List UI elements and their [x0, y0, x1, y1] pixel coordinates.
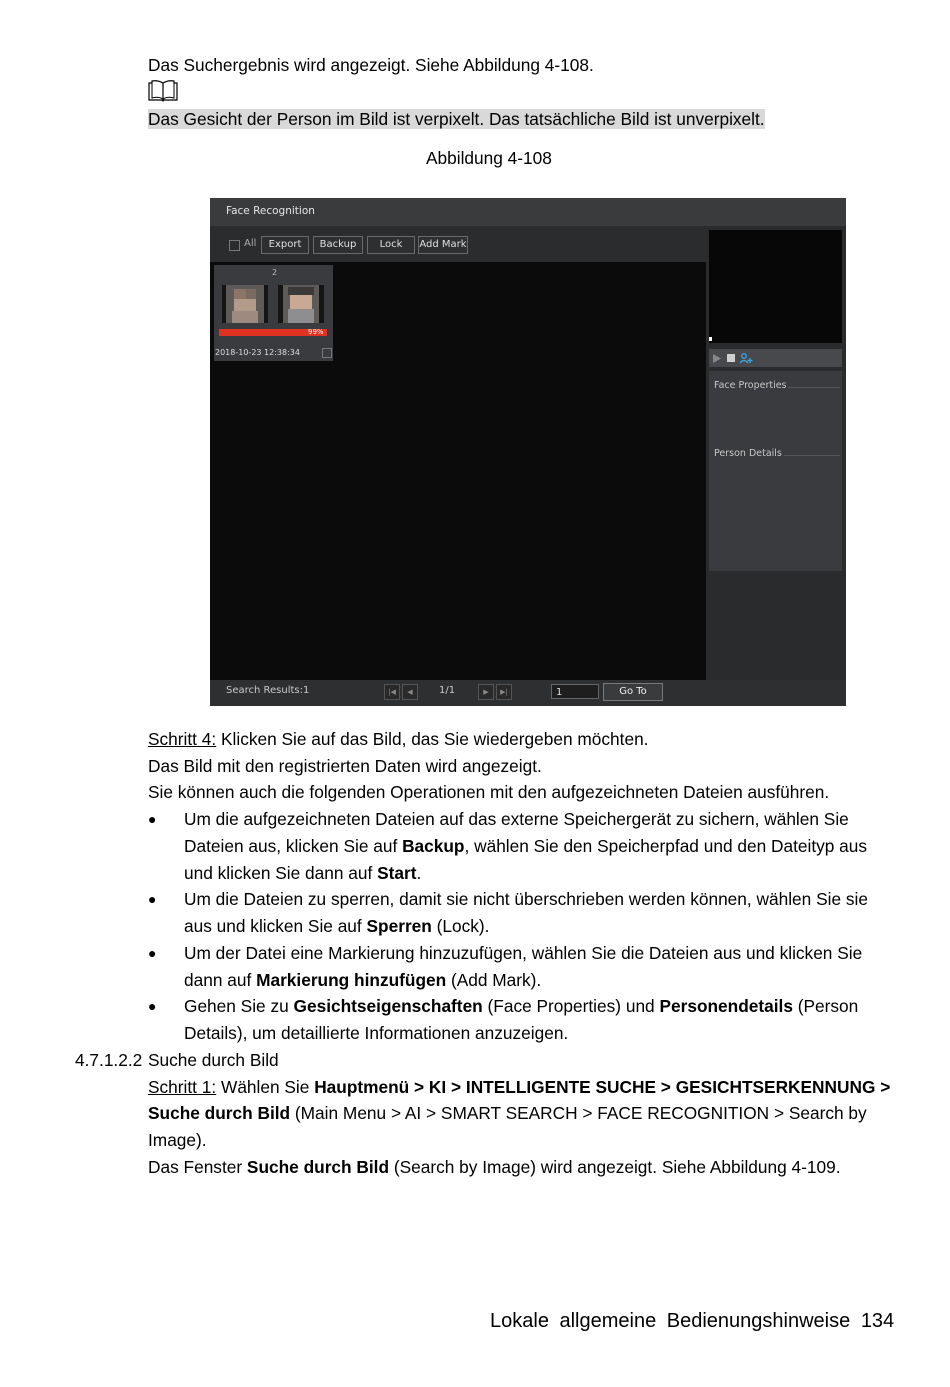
step-1: Schritt 1: Wählen Sie Hauptmenü > KI > INTELLIGENTE SUCHE > GESICHTSERKENNUNG > [148, 1077, 891, 1097]
book-icon [148, 80, 178, 102]
bullet-text: Dateien aus, klicken Sie auf Backup, wählen Sie den Speicherpfad und den Dateityp aus [184, 836, 868, 856]
page-number-input[interactable]: 1 [551, 684, 599, 699]
bullet-text: dann auf Markierung hinzufügen (Add Mark). [184, 970, 542, 990]
bullet-text: Gehen Sie zu Gesichtseigenschaften (Face Properties) und Personendetails (Person [184, 996, 859, 1016]
figure-caption: Abbildung 4-108 [426, 148, 552, 168]
bullet: ● [148, 891, 157, 907]
footer-text: Lokale allgemeine Bedienungshinweise [490, 1310, 851, 1332]
paragraph: Sie können auch die folgenden Operationen mit den aufgezeichneten Dateien ausführen. [148, 782, 830, 802]
stop-icon[interactable] [727, 354, 735, 362]
note-text: Das Gesicht der Person im Bild ist verpixelt. Das tatsächliche Bild ist unverpixelt. [148, 109, 765, 129]
search-results-count: Search Results:1 [226, 685, 310, 696]
prev-page-icon[interactable]: ◀ [402, 684, 418, 700]
bullet: ● [148, 811, 157, 827]
last-page-icon[interactable]: ▶| [496, 684, 512, 700]
bullet-text: Um die Dateien zu sperren, damit sie nicht überschrieben werden können, wählen Sie sie [184, 889, 868, 909]
card-timestamp: 2018-10-23 12:38:34 [215, 348, 300, 357]
registered-face-image[interactable] [278, 285, 324, 323]
window-title: Face Recognition [226, 205, 315, 217]
card-number: 2 [272, 268, 278, 277]
intro-line: Das Suchergebnis wird angezeigt. Siehe Abbildung 4-108. [148, 55, 594, 75]
page-indicator: 1/1 [439, 685, 456, 696]
preview-window [709, 230, 842, 343]
face-recognition-screenshot [210, 198, 846, 706]
first-page-icon[interactable]: |◀ [384, 684, 400, 700]
bullet-text: und klicken Sie dann auf Start. [184, 863, 422, 883]
page-footer [490, 1310, 894, 1333]
captured-face-image[interactable] [222, 285, 268, 323]
step-4: Schritt 4: Klicken Sie auf das Bild, das Sie wiedergeben möchten. [148, 729, 649, 749]
bullet-text: Um der Datei eine Markierung hinzuzufügen, wählen Sie die Dateien aus und klicken Sie [184, 943, 863, 963]
add-face-icon[interactable] [740, 353, 753, 364]
card-checkbox[interactable] [322, 348, 332, 358]
divider [784, 455, 840, 456]
add-mark-button[interactable]: Add Mark [418, 236, 468, 254]
page-number: 134 [860, 1310, 895, 1332]
export-button[interactable]: Export [261, 236, 309, 254]
go-to-button[interactable]: Go To [603, 683, 663, 701]
bullet-text: Um die aufgezeichneten Dateien auf das externe Speichergerät zu sichern, wählen Sie [184, 809, 849, 829]
section-number: 4.7.1.2.2 [75, 1050, 143, 1070]
select-all-checkbox[interactable] [229, 240, 240, 251]
similarity-value: 99% [308, 328, 324, 336]
backup-button[interactable]: Backup [313, 236, 363, 254]
section-title: Suche durch Bild [148, 1050, 279, 1070]
lock-button[interactable]: Lock [367, 236, 415, 254]
bullet: ● [148, 998, 157, 1014]
paragraph: Das Fenster Suche durch Bild (Search by Image) wird angezeigt. Siehe Abbildung 4-109. [148, 1157, 841, 1177]
play-icon[interactable] [713, 354, 721, 363]
properties-panel [709, 371, 842, 571]
person-details-label: Person Details [714, 448, 782, 459]
bullet: ● [148, 945, 157, 961]
select-all-label: All [244, 238, 257, 249]
divider [788, 387, 840, 388]
paragraph: Das Bild mit den registrierten Daten wird angezeigt. [148, 756, 542, 776]
bullet-text: aus und klicken Sie auf Sperren (Lock). [184, 916, 490, 936]
step-1-text: Image). [148, 1130, 207, 1150]
next-page-icon[interactable]: ▶ [478, 684, 494, 700]
step-1-text: Suche durch Bild (Main Menu > AI > SMART SEARCH > FACE RECOGNITION > Search by [148, 1103, 867, 1123]
bullet-text: Details), um detaillierte Informationen anzuzeigen. [184, 1023, 569, 1043]
face-properties-label: Face Properties [714, 380, 787, 391]
